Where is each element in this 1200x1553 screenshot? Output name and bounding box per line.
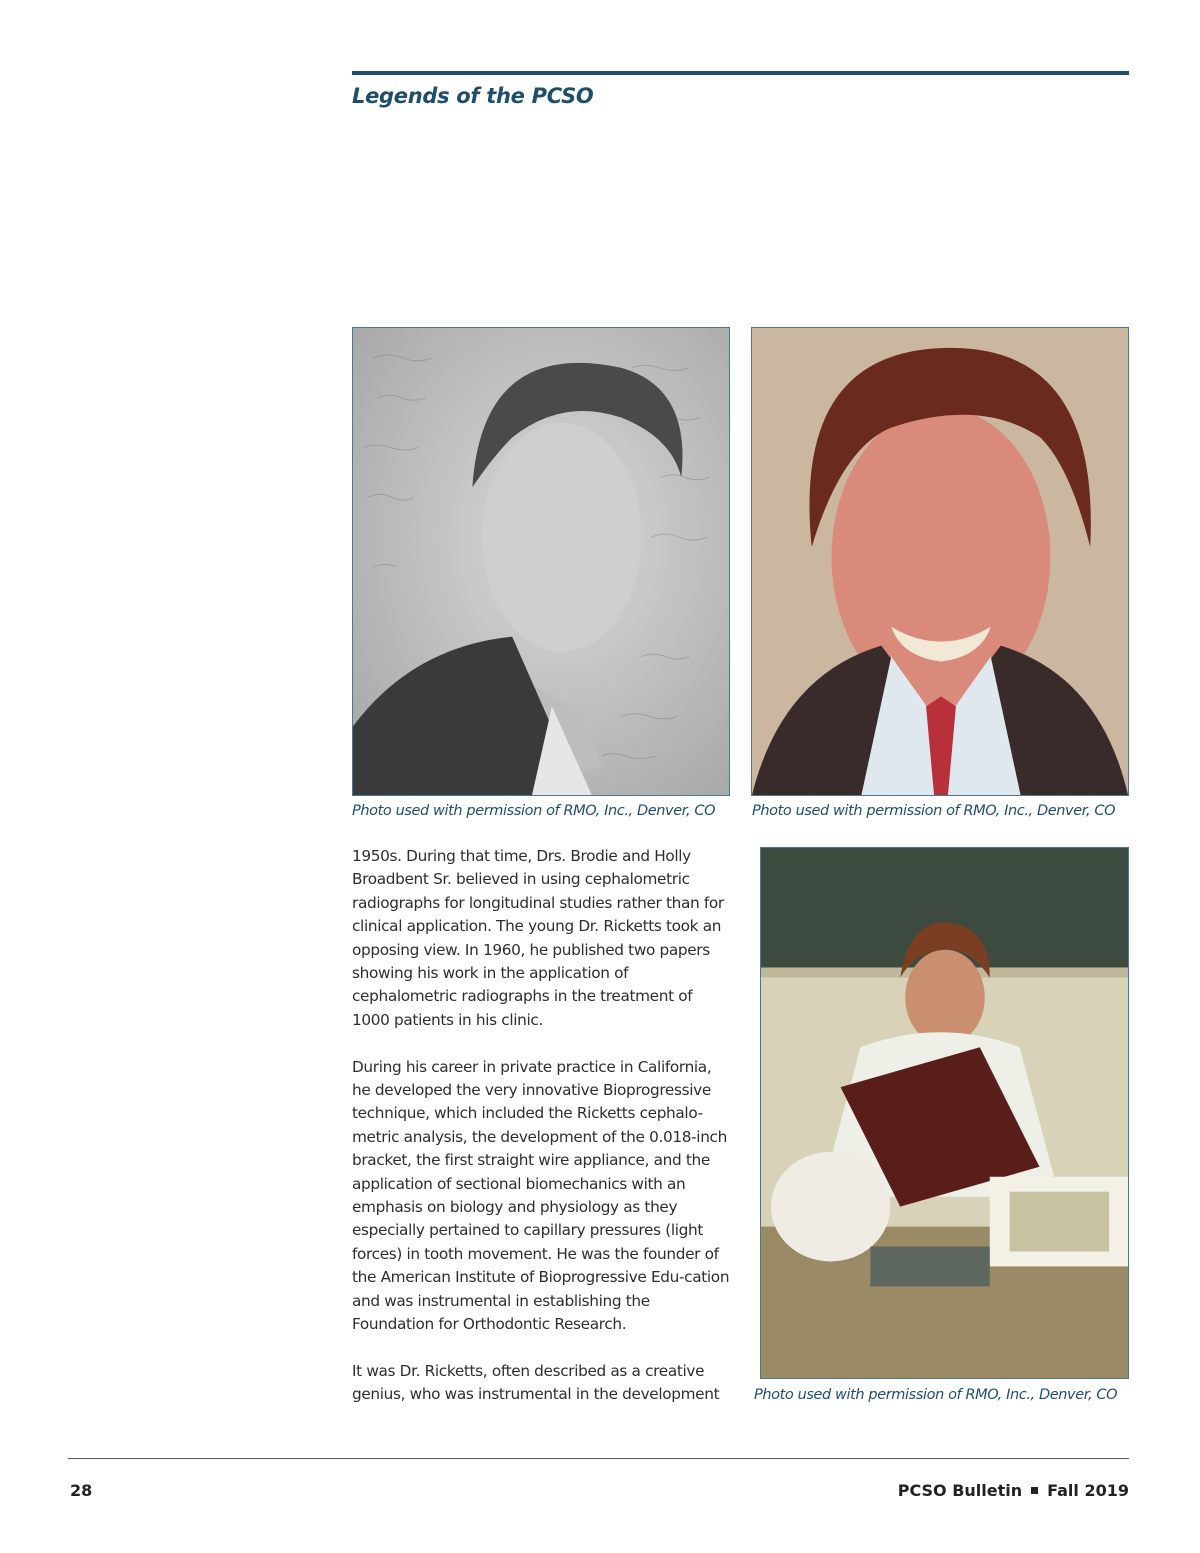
page-number: 28 xyxy=(70,1481,93,1500)
photo-caption: Photo used with permission of RMO, Inc., Denver, CO xyxy=(352,803,716,819)
footer-rule xyxy=(68,1458,1129,1459)
article-paragraph: 1950s. During that time, Drs. Brodie and Holly Broadbent Sr. believed in using cephalometric radiographs for longitudinal studies rather than for clinical application. The young Dr. Ricketts took an opposing view. In 1960, he published two papers showing his work in the application of cephalometric radiographs in the treatment of 1000 patients in his clinic. xyxy=(352,847,724,1029)
square-bullet-icon xyxy=(1031,1487,1038,1494)
publication-name: PCSO Bulletin xyxy=(897,1481,1023,1500)
top-rule xyxy=(352,71,1129,75)
portrait-photo-bw xyxy=(352,327,730,796)
article-body xyxy=(352,845,732,1430)
section-title: Legends of the PCSO xyxy=(352,84,594,108)
footer-publication xyxy=(898,1481,1129,1500)
photo-caption: Photo used with permission of RMO, Inc., Denver, CO xyxy=(754,1387,1118,1403)
photo-caption: Photo used with permission of RMO, Inc., Denver, CO xyxy=(752,803,1116,819)
article-paragraph: During his career in private practice in California, he developed the very innovative Bioprogressive technique, which included the Ricketts cephalo-metric analysis, the development of the 0.018-inch bracket, the first straight wire appliance, and the application of sectional biomechanics with an emphasis on biology and physiology as they especially pertained to capillary pressures (light forces) in tooth movement. He was the founder of the American Institute of Bioprogressive Edu-cation and was instrumental in establishing the Foundation for Orthodontic Research. xyxy=(352,1057,730,1334)
portrait-photo-color xyxy=(751,327,1129,796)
reading-photo xyxy=(760,847,1129,1379)
article-paragraph: It was Dr. Ricketts, often described as a creative genius, who was instrumental in the development xyxy=(352,1361,720,1404)
issue-label: Fall 2019 xyxy=(1047,1481,1129,1500)
